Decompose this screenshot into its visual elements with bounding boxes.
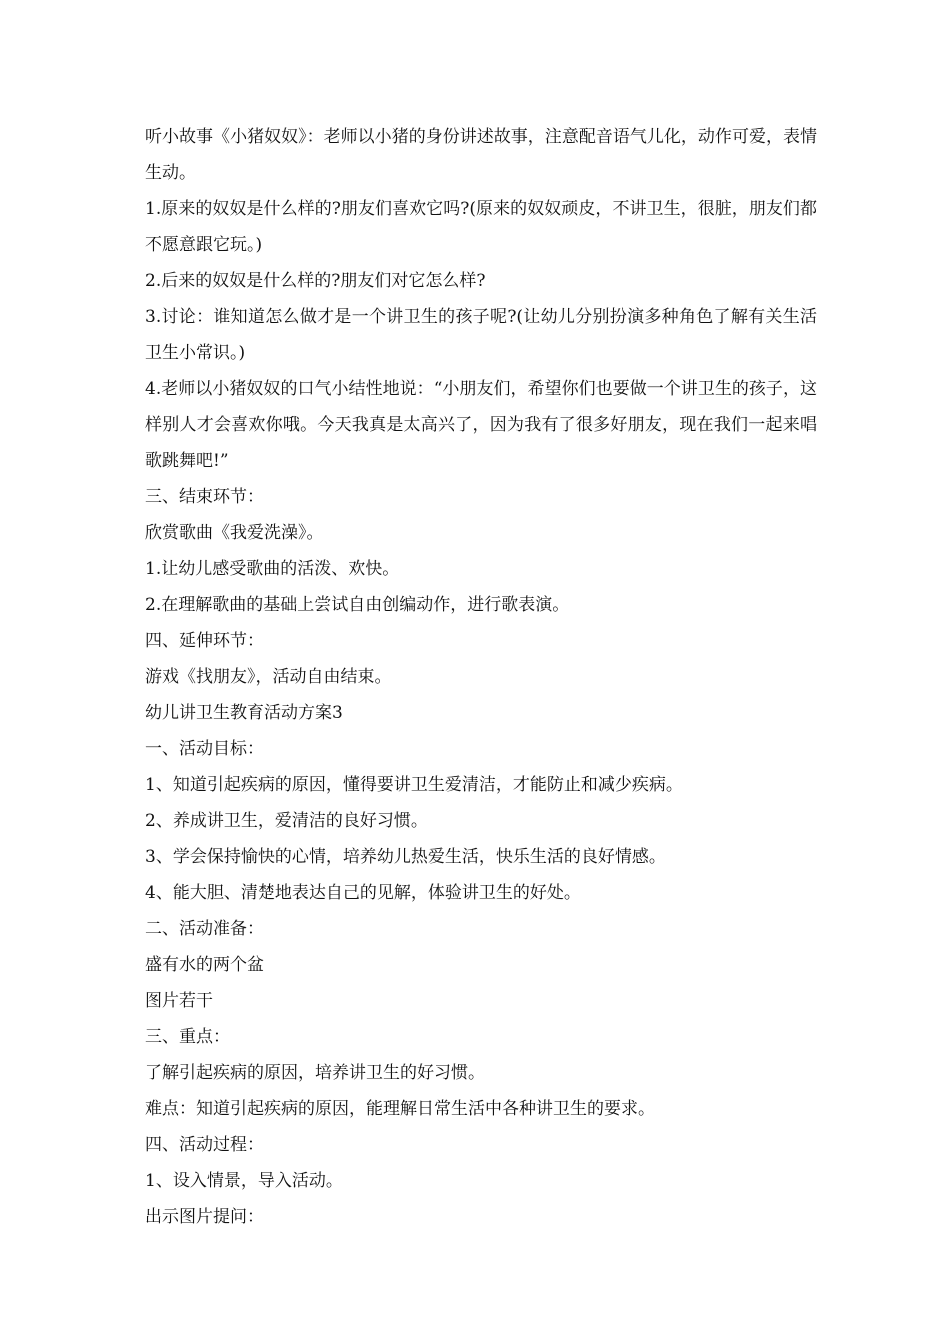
goal-item-2: 2、养成讲卫生，爱清洁的良好习惯。 [145,811,428,831]
song-step-1: 1.让幼儿感受歌曲的活泼、欢快。 [145,559,400,579]
song-step-2: 2.在理解歌曲的基础上尝试自由创编动作，进行歌表演。 [145,595,570,615]
show-pictures-paragraph: 出示图片提问： [145,1207,264,1227]
process-step-1: 1、设入情景，导入活动。 [145,1171,343,1191]
question-2-paragraph: 2.后来的奴奴是什么样的?朋友们对它怎么样? [145,271,486,291]
goal-item-4: 4、能大胆、清楚地表达自己的见解，体验讲卫生的好处。 [145,883,581,903]
preparation-item-2: 图片若干 [145,991,213,1011]
document-page [145,119,817,1235]
section-heading-process: 四、活动过程： [145,1135,264,1155]
discussion-paragraph: 3.讨论：谁知道怎么做才是一个讲卫生的孩子呢?(让幼儿分别扮演多种角色了解有关生活卫生小常识。) [145,307,817,363]
plan-3-title: 幼儿讲卫生教育活动方案3 [145,703,343,723]
key-point-paragraph: 了解引起疾病的原因，培养讲卫生的好习惯。 [145,1063,485,1083]
goal-item-3: 3、学会保持愉快的心情，培养幼儿热爱生活，快乐生活的良好情感。 [145,847,666,867]
game-paragraph: 游戏《找朋友》，活动自由结束。 [145,667,392,687]
section-heading-extension: 四、延伸环节： [145,631,264,651]
story-intro-paragraph: 听小故事《小猪奴奴》：老师以小猪的身份讲述故事，注意配音语气儿化，动作可爱，表情生动。 [145,127,817,183]
goal-item-1: 1、知道引起疾病的原因，懂得要讲卫生爱清洁，才能防止和减少疾病。 [145,775,683,795]
difficulty-paragraph: 难点：知道引起疾病的原因，能理解日常生活中各种讲卫生的要求。 [145,1099,655,1119]
section-heading-ending: 三、结束环节： [145,487,264,507]
teacher-summary-paragraph: 4.老师以小猪奴奴的口气小结性地说：“小朋友们，希望你们也要做一个讲卫生的孩子，这样别人才会喜欢你哦。今天我真是太高兴了，因为我有了很多好朋友，现在我们一起来唱歌跳舞吧!” [145,379,817,471]
question-1-paragraph: 1.原来的奴奴是什么样的?朋友们喜欢它吗?(原来的奴奴顽皮，不讲卫生，很脏，朋友们都不愿意跟它玩。) [145,199,817,255]
section-heading-key-point: 三、重点： [145,1027,230,1047]
song-appreciation-paragraph: 欣赏歌曲《我爱洗澡》。 [145,523,324,543]
preparation-item-1: 盛有水的两个盆 [145,955,264,975]
section-heading-goals: 一、活动目标： [145,739,264,759]
section-heading-preparation: 二、活动准备： [145,919,264,939]
